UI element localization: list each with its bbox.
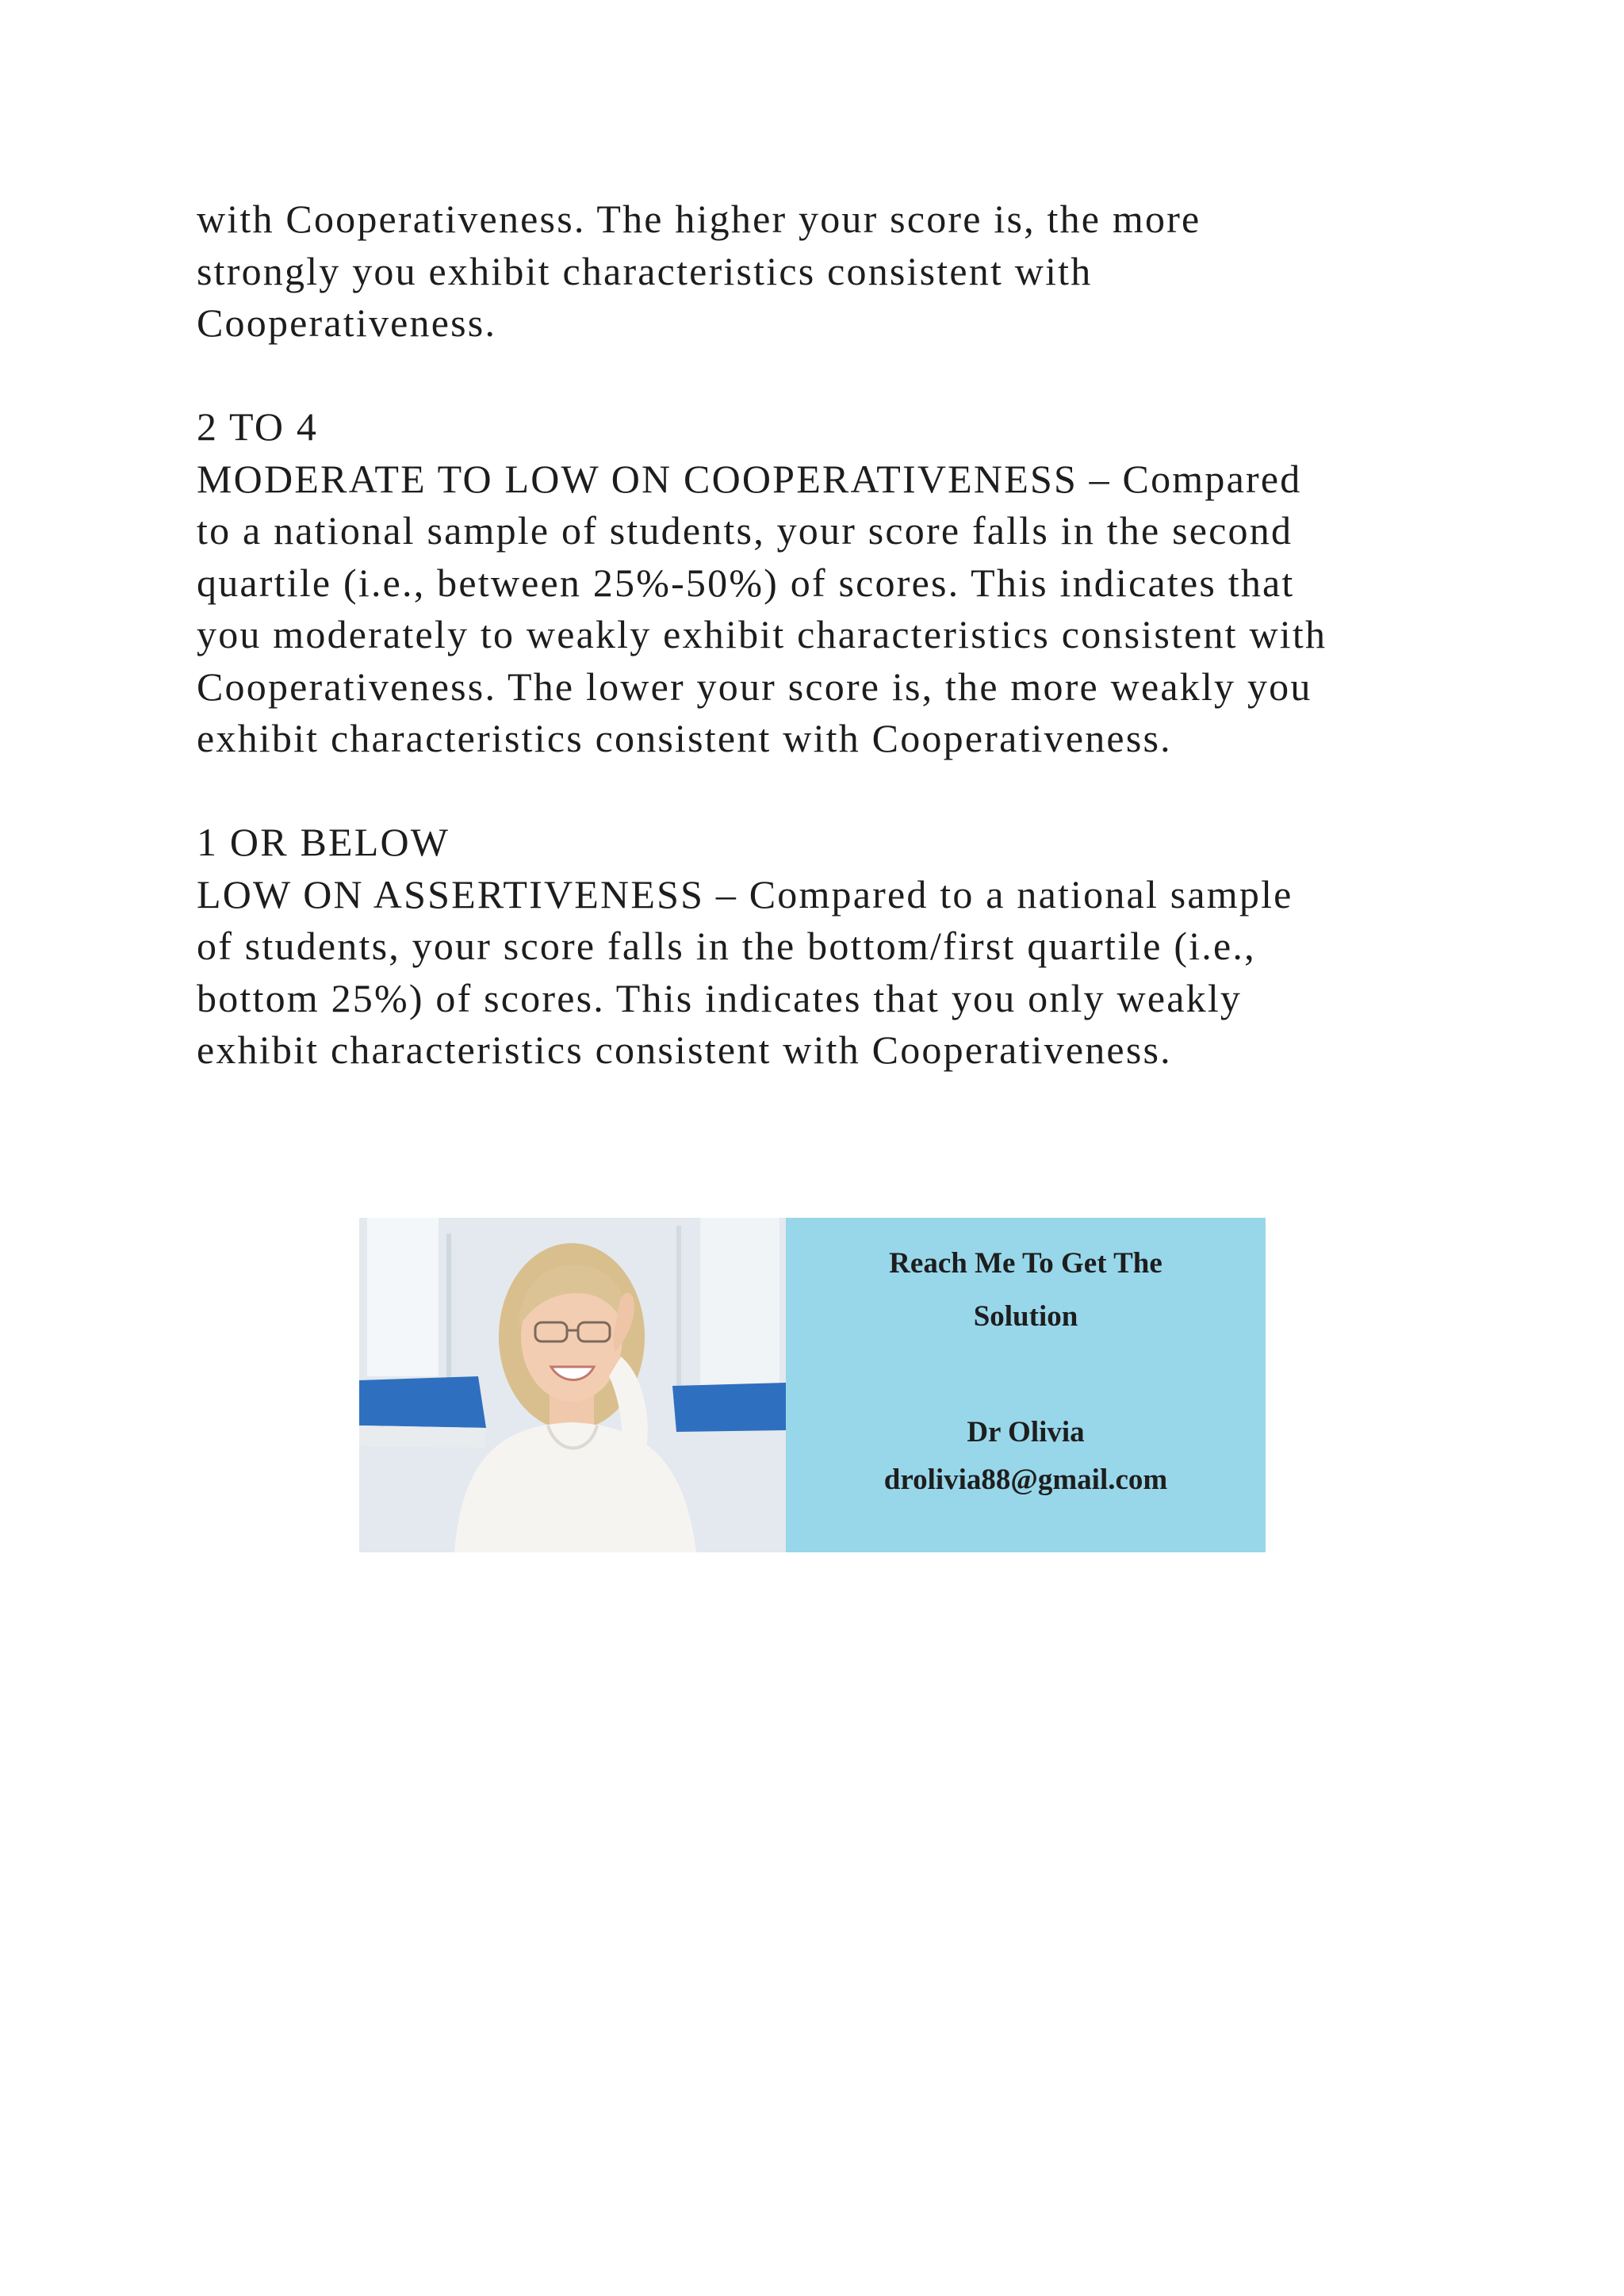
section-heading-1-or-below: 1 OR BELOW — [197, 820, 450, 864]
text-line: bottom 25%) of scores. This indicates that you only weakly — [197, 975, 1243, 1020]
text-line: quartile (i.e., between 25%-50%) of scores. This indicates that — [197, 560, 1295, 605]
text-line: with Cooperativeness. The higher your score is, the more — [197, 197, 1201, 241]
text-line: MODERATE TO LOW ON COOPERATIVENESS – Compared — [197, 456, 1302, 501]
text-line: of students, your score falls in the bottom/first quartile (i.e., — [197, 924, 1256, 968]
section-heading-2-to-4: 2 TO 4 — [197, 404, 319, 449]
text-line: Cooperativeness. The lower your score is, the more weakly you — [197, 664, 1312, 709]
paragraph-gap — [197, 350, 1434, 402]
text-line: Cooperativeness. — [197, 300, 497, 345]
text-line: exhibit characteristics consistent with Cooperativeness. — [197, 716, 1172, 760]
contact-name: Dr Olivia — [967, 1416, 1085, 1448]
contact-banner — [359, 1218, 1266, 1552]
contact-email: drolivia88@gmail.com — [883, 1464, 1168, 1496]
banner-photo — [359, 1218, 786, 1552]
text-line: to a national sample of students, your score falls in the second — [197, 508, 1293, 553]
text-line: you moderately to weakly exhibit characteristics consistent with — [197, 612, 1327, 656]
text-line: strongly you exhibit characteristics consistent with — [197, 248, 1093, 293]
banner-heading-line1: Reach Me To Get The — [889, 1247, 1162, 1280]
banner-heading-line2: Solution — [973, 1300, 1078, 1333]
paragraph-gap — [197, 765, 1434, 817]
text-line: exhibit characteristics consistent with Cooperativeness. — [197, 1027, 1172, 1072]
contact-info-panel — [786, 1218, 1266, 1552]
text-line: LOW ON ASSERTIVENESS – Compared to a national sample — [197, 871, 1293, 916]
body-text — [197, 193, 1434, 1077]
woman-photo-illustration — [359, 1218, 786, 1552]
